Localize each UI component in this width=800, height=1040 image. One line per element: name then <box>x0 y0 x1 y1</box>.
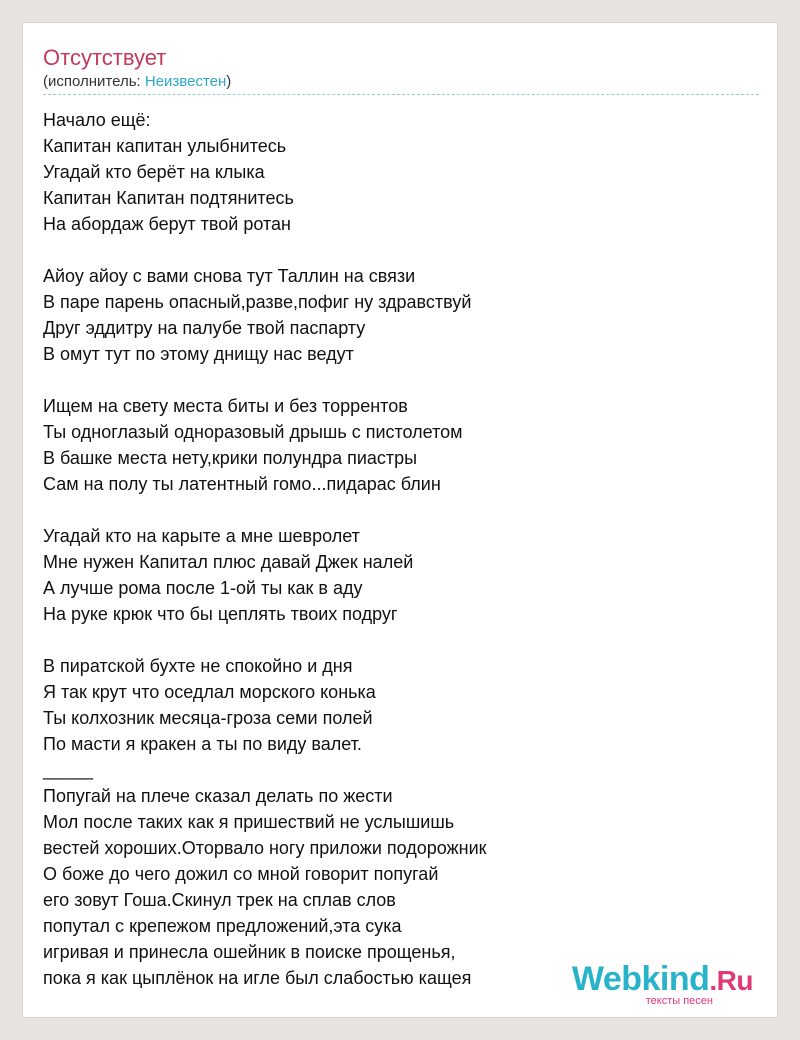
dashed-divider <box>43 94 759 95</box>
lyric-line: В пиратской бухте не спокойно и дня <box>43 656 353 676</box>
watermark-tld: .Ru <box>709 965 753 996</box>
stanza-gap <box>43 497 759 523</box>
lyric-line: Ты колхозник месяца-гроза семи полей <box>43 708 373 728</box>
lyric-line: Капитан Капитан подтянитесь <box>43 188 294 208</box>
lyric-line: Угадай кто берёт на клыка <box>43 162 265 182</box>
watermark-brand: Webkind <box>571 960 710 998</box>
lyric-line: Я так крут что оседлал морского конька <box>43 682 376 702</box>
lyric-line: Ищем на свету места биты и без торрентов <box>43 396 408 416</box>
lyric-line: Угадай кто на карыте а мне шевролет <box>43 526 360 546</box>
lyric-line: А лучше рома после 1-ой ты как в аду <box>43 578 363 598</box>
lyric-line: попутал с крепежом предложений,эта сука <box>43 916 402 936</box>
lyric-line: Мне нужен Капитал плюс давай Джек налей <box>43 552 414 572</box>
lyric-line: его зовут Гоша.Скинул трек на сплав слов <box>43 890 396 910</box>
lyric-line: В башке места нету,крики полундра пиастры <box>43 448 418 468</box>
artist-line <box>43 73 231 91</box>
lyric-line: На абордаж берут твой ротан <box>43 214 291 234</box>
lyric-line: Начало ещё: <box>43 110 151 130</box>
lyric-line: вестей хороших.Оторвало ногу приложи подорожник <box>43 838 487 858</box>
watermark-logo <box>572 961 753 999</box>
lyric-line: На руке крюк что бы цеплять твоих подруг <box>43 604 398 624</box>
site-watermark <box>572 961 753 1007</box>
artist-prefix: (исполнитель: <box>43 73 145 90</box>
lyric-line: Сам на полу ты латентный гомо...пидарас блин <box>43 474 441 494</box>
artist-link[interactable]: Неизвестен <box>144 73 227 90</box>
lyric-line: Мол после таких как я пришествий не услышишь <box>43 812 455 832</box>
lyric-line: По масти я кракен а ты по виду валет. <box>43 734 362 754</box>
lyric-line: О боже до чего дожил со мной говорит попугай <box>43 864 439 884</box>
stanza-gap <box>43 627 759 653</box>
artist-suffix: ) <box>226 73 232 90</box>
lyric-line: Айоу айоу с вами снова тут Таллин на связи <box>43 266 416 286</box>
lyric-line: Попугай на плече сказал делать по жести <box>43 786 393 806</box>
lyric-line: В омут тут по этому днищу нас ведут <box>43 344 354 364</box>
lyrics-body <box>43 107 759 991</box>
lyrics-card <box>22 22 778 1018</box>
stanza-gap <box>43 367 759 393</box>
song-title: Отсутствует <box>43 45 167 70</box>
lyric-line: Друг эддитру на палубе твой паспарту <box>43 318 366 338</box>
lyric-line: Ты одноглазый одноразовый дрышь с пистолетом <box>43 422 463 442</box>
stanza-gap <box>43 237 759 263</box>
lyric-separator: _____ <box>43 760 94 780</box>
lyric-line: В паре парень опасный,разве,пофиг ну здравствуй <box>43 292 472 312</box>
lyric-line: пока я как цыплёнок на игле был слабостью кащея <box>43 968 472 988</box>
lyric-line: Капитан капитан улыбнитесь <box>43 136 287 156</box>
watermark-tagline: тексты песен <box>645 995 713 1007</box>
lyric-line: игривая и принесла ошейник в поиске прощенья, <box>43 942 456 962</box>
